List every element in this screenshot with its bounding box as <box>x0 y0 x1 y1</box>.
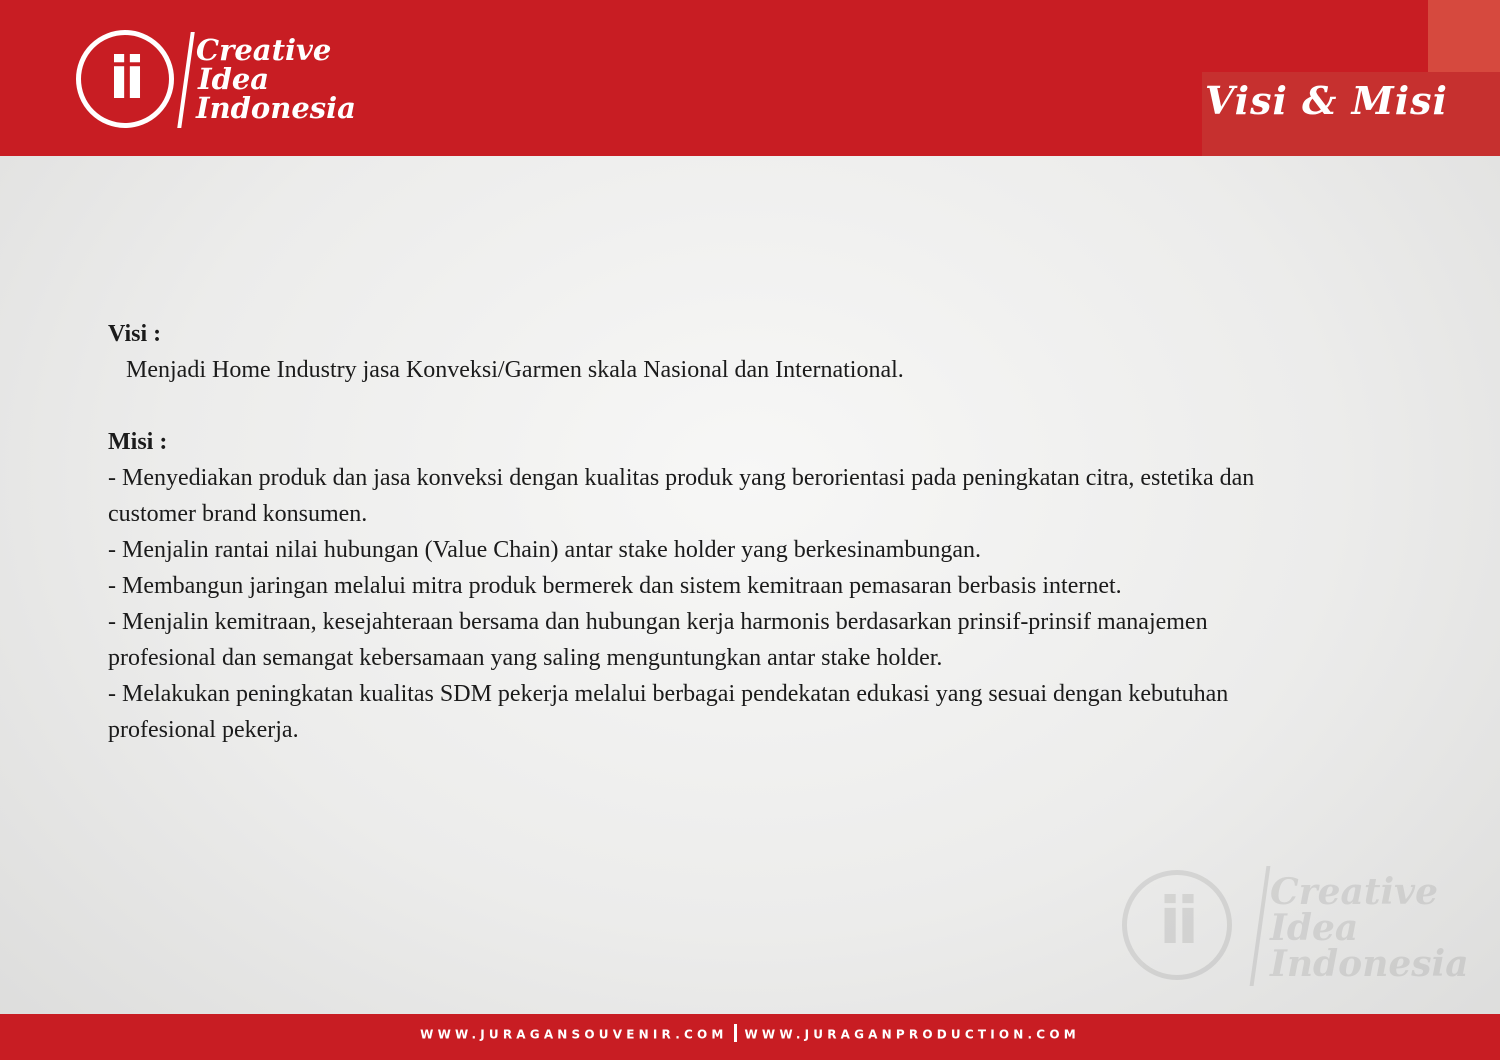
vision-heading: Visi : <box>108 321 162 347</box>
company-logo <box>72 24 362 140</box>
logo-line-1: Creative <box>196 33 332 67</box>
watermark-line-2: Idea <box>1270 907 1359 949</box>
mission-item-line: - Melakukan peningkatan kualitas SDM pekerja melalui berbagai pendekatan edukasi yang sesuai dengan kebutuhan <box>108 681 1229 707</box>
logo-emblem <box>76 30 174 128</box>
page-title: Visi & Misi <box>1204 78 1448 123</box>
section-spacer <box>108 388 1428 424</box>
mission-item-continuation: profesional pekerja. <box>108 717 299 743</box>
mission-heading: Misi : <box>108 429 168 455</box>
logo-line-3: Indonesia <box>196 91 356 125</box>
footer-bar <box>0 1014 1500 1060</box>
mission-item-line: - Menjalin kemitraan, kesejahteraan bersama dan hubungan kerja harmonis berdasarkan prinsif-prinsif manajemen <box>108 609 1208 635</box>
header-bar <box>0 0 1500 156</box>
mission-item-line: - Menjalin rantai nilai hubungan (Value Chain) antar stake holder yang berkesinambungan. <box>108 537 982 563</box>
watermark-mark-text: ii <box>1159 885 1195 959</box>
watermark-wordmark <box>1270 871 1469 985</box>
footer-separator <box>734 1024 737 1042</box>
vision-text: Menjadi Home Industry jasa Konveksi/Garmen skala Nasional dan International. <box>126 357 904 383</box>
watermark-line-3: Indonesia <box>1270 943 1469 985</box>
footer-links <box>0 1026 1500 1044</box>
mission-item-line: - Menyediakan produk dan jasa konveksi dengan kualitas produk yang berorientasi pada peningkatan citra, estetika dan <box>108 465 1255 491</box>
footer-link-souvenir[interactable]: WWW.JURAGANSOUVENIR.COM <box>420 1027 728 1042</box>
mission-item <box>108 568 1428 604</box>
watermark-line-1: Creative <box>1270 871 1438 913</box>
mission-item-continuation: profesional dan semangat kebersamaan yang saling menguntungkan antar stake holder. <box>108 645 943 671</box>
watermark-emblem <box>1122 870 1232 980</box>
watermark-divider <box>1250 866 1271 986</box>
mission-item <box>108 460 1428 532</box>
mission-item-line: - Membangun jaringan melalui mitra produk bermerek dan sistem kemitraan pemasaran berbasis internet. <box>108 573 1122 599</box>
logo-watermark <box>1122 866 1472 996</box>
mission-item <box>108 676 1428 748</box>
title-box <box>1202 72 1500 156</box>
logo-mark-text: ii <box>109 44 141 112</box>
mission-item <box>108 532 1428 568</box>
mission-item-continuation: customer brand konsumen. <box>108 501 368 527</box>
content-body <box>108 316 1428 748</box>
logo-line-2: Idea <box>198 62 270 96</box>
mission-item <box>108 604 1428 676</box>
corner-accent <box>1428 0 1500 72</box>
logo-wordmark <box>196 33 356 125</box>
footer-link-production[interactable]: WWW.JURAGANPRODUCTION.COM <box>744 1027 1080 1042</box>
logo-divider <box>177 32 194 128</box>
